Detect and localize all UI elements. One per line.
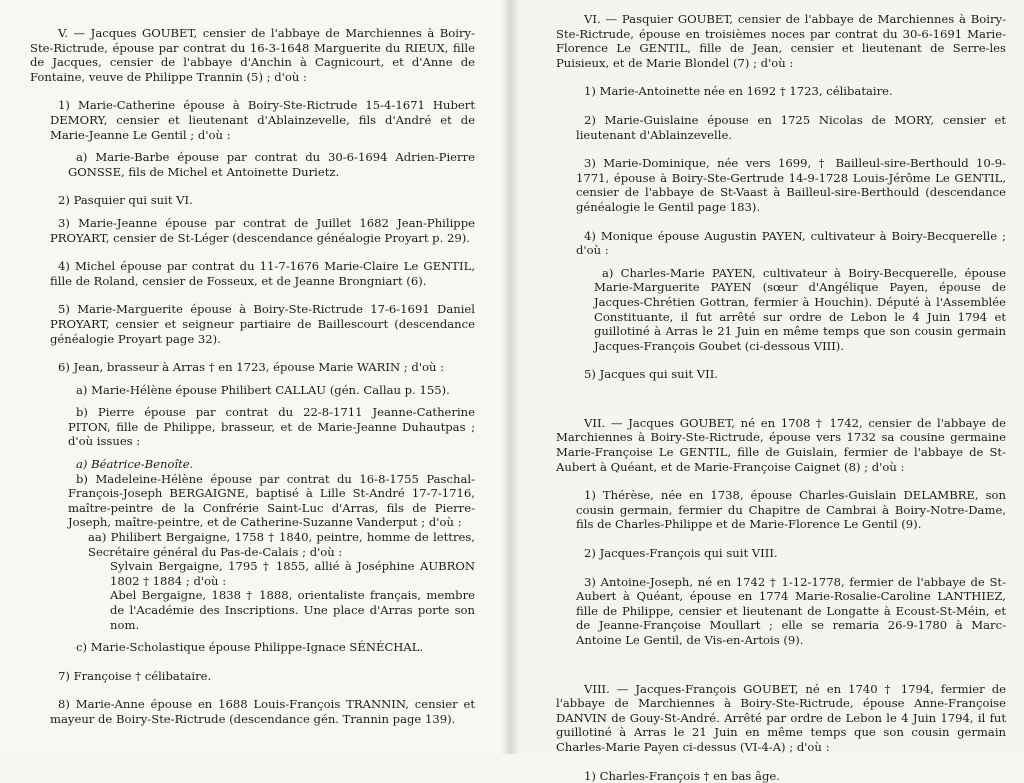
entry-v-6b-aa-abel: Abel Bergaigne, 1838 † 1888, orientaliste français, membre de l'Académie des Inscriptions. Une place d'Arras porte son nom.	[110, 588, 475, 632]
entry-vi-4a: a) Charles-Marie PAYEN, cultivateur à Boiry-Becquerelle, épouse Marie-Marguerite PAYEN (sœur d'Angélique Payen, épouse de Jacques-Chrétien Gottran, fermier à Houchin). Député à l'Assemblée Constituante, il fut arrêté sur ordre de Lebon le 4 Juin 1794 et guillotiné à Arras le 21 Juin en même temps que son cousin germain Jacques-François Goubet (ci-dessous VIII).	[594, 265, 1006, 353]
entry-v-7: 7) Françoise † célibataire.	[58, 668, 212, 683]
generation-v-heading: V. — Jacques GOUBET, censier de l'abbaye de Marchiennes à Boiry-Ste-Rictrude, épouse par contrat du 16-3-1648 Marguerite du RIEUX, fille de Jacques, censier de l'abbaye d'Anchin à Cagnicourt, et d'Anne de Fontaine, veuve de Philippe Trannin (5) ; d'où :	[30, 26, 475, 84]
entry-vi-1: 1) Marie-Antoinette née en 1692 † 1723, célibataire.	[584, 84, 893, 99]
entry-v-6b-aa: aa) Philibert Bergaigne, 1758 † 1840, peintre, homme de lettres, Secrétaire général du Pas-de-Calais ; d'où :	[88, 530, 475, 559]
entry-v-6c: c) Marie-Scholastique épouse Philippe-Ignace SÉNÉCHAL.	[76, 640, 424, 655]
entry-vii-1: 1) Thérèse, née en 1738, épouse Charles-Guislain DELAMBRE, son cousin germain, fermier du Chapitre de Cambrai à Boiry-Notre-Dame, fils de Charles-Philippe et de Marie-Florence Le Gentil (9).	[576, 488, 1006, 532]
entry-vi-3: 3) Marie-Dominique, née vers 1699, † Bailleul-sire-Berthould 10-9-1771, épouse à Boiry-Ste-Gertrude 14-9-1728 Louis-Jérôme Le GENTIL, censier de l'abbaye de St-Vaast à Bailleul-sire-Berthould (descendance généalogie le Gentil page 183).	[576, 156, 1006, 214]
right-column	[556, 0, 1006, 783]
entry-v-1a: a) Marie-Barbe épouse par contrat du 30-6-1694 Adrien-Pierre GONSSE, fils de Michel et Antoinette Durietz.	[68, 150, 475, 179]
entry-v-4: 4) Michel épouse par contrat du 11-7-1676 Marie-Claire Le GENTIL, fille de Roland, censier de Fosseux, et de Jeanne Brongniart (6).	[50, 259, 475, 288]
right-page	[510, 0, 1024, 783]
entry-v-6a: a) Marie-Hélène épouse Philibert CALLAU (gén. Callau p. 155).	[76, 382, 450, 397]
entry-v-6b: b) Pierre épouse par contrat du 22-8-1711 Jeanne-Catherine PITON, fille de Philippe, brasseur, et de Marie-Jeanne Duhautpas ; d'où issues :	[68, 405, 475, 449]
entry-v-1: 1) Marie-Catherine épouse à Boiry-Ste-Rictrude 15-4-1671 Hubert DEMORY, censier et lieutenant d'Ablainzevelle, fils d'André et de Marie-Jeanne Le Gentil ; d'où :	[50, 98, 475, 142]
entry-v-2: 2) Pasquier qui suit VI.	[58, 193, 193, 208]
entry-vii-2: 2) Jacques-François qui suit VIII.	[584, 546, 778, 561]
generation-vi-heading: VI. — Pasquier GOUBET, censier de l'abbaye de Marchiennes à Boiry-Ste-Rictrude, épouse en troisièmes noces par contrat du 30-6-1691 Marie-Florence Le GENTIL, fille de Jean, censier et lieutenant de Serre-les Puisieux, et de Marie Blondel (7) ; d'où :	[556, 12, 1006, 70]
left-column	[30, 0, 475, 727]
entry-v-6b-b: b) Madeleine-Hélène épouse par contrat du 16-8-1755 Paschal-François-Joseph BERGAIGNE, baptisé à Lille St-André 17-7-1716, maître-peintre de la Confrérie Saint-Luc d'Arras, fils de Pierre-Joseph, maître-peintre, et de Catherine-Suzanne Vanderput ; d'où :	[68, 471, 475, 530]
entry-viii-1: 1) Charles-François † en bas âge.	[584, 768, 780, 783]
entry-v-6b-aa-sylvain: Sylvain Bergaigne, 1795 † 1855, allié à Joséphine AUBRON 1802 † 1884 ; d'où :	[110, 559, 475, 588]
entry-vi-4: 4) Monique épouse Augustin PAYEN, cultivateur à Boiry-Becquerelle ; d'où :	[576, 228, 1006, 258]
entry-v-6: 6) Jean, brasseur à Arras † en 1723, épouse Marie WARIN ; d'où :	[58, 360, 445, 375]
left-page	[0, 0, 510, 754]
book-gutter-shadow	[500, 0, 520, 754]
entry-vii-3: 3) Antoine-Joseph, né en 1742 † 1-12-1778, fermier de l'abbaye de St-Aubert à Quéant, épouse en 1774 Marie-Rosalie-Caroline LANTHIEZ, fille de Philippe, censier et lieutenant de Longatte à Ecoust-St-Méin, et de Jeanne-Françoise Moullart ; elle se remaria 26-9-1780 à Marc-Antoine Le Gentil, de Vis-en-Artois (9).	[576, 574, 1006, 647]
entry-v-3: 3) Marie-Jeanne épouse par contrat de Juillet 1682 Jean-Philippe PROYART, censier de St-Léger (descendance généalogie Proyart p. 29).	[50, 215, 475, 245]
entry-vi-2: 2) Marie-Guislaine épouse en 1725 Nicolas de MORY, censier et lieutenant d'Ablainzevelle.	[576, 112, 1006, 142]
entry-v-8: 8) Marie-Anne épouse en 1688 Louis-François TRANNIN, censier et mayeur de Boiry-Ste-Rictrude (descendance gén. Trannin page 139).	[50, 697, 475, 726]
entry-vi-5: 5) Jacques qui suit VII.	[584, 367, 718, 382]
entry-v-6b-a: a) Béatrice-Benoîte.	[76, 457, 194, 472]
entry-v-5: 5) Marie-Marguerite épouse à Boiry-Ste-Rictrude 17-6-1691 Daniel PROYART, censier et seigneur partiaire de Baillescourt (descendance généalogie Proyart page 32).	[50, 302, 475, 346]
generation-viii-heading: VIII. — Jacques-François GOUBET, né en 1740 † 1794, fermier de l'abbaye de Marchiennes à Boiry-Ste-Rictrude, épouse Anne-Françoise DANVIN de Gouy-St-André. Arrêté par ordre de Lebon le 4 Juin 1794, il fut guillotiné à Arras le 21 Juin en même temps que son cousin germain Charles-Marie Payen ci-dessus (VI-4-A) ; d'où :	[556, 681, 1006, 754]
generation-vii-heading: VII. — Jacques GOUBET, né en 1708 † 1742, censier de l'abbaye de Marchiennes à Boiry-Ste-Rictrude, épouse vers 1732 sa cousine germaine Marie-Françoise Le GENTIL, fille de Guislain, fermier de l'abbaye de St-Aubert à Quéant, et de Marie-Françoise Caignet (8) ; d'où :	[556, 415, 1006, 474]
